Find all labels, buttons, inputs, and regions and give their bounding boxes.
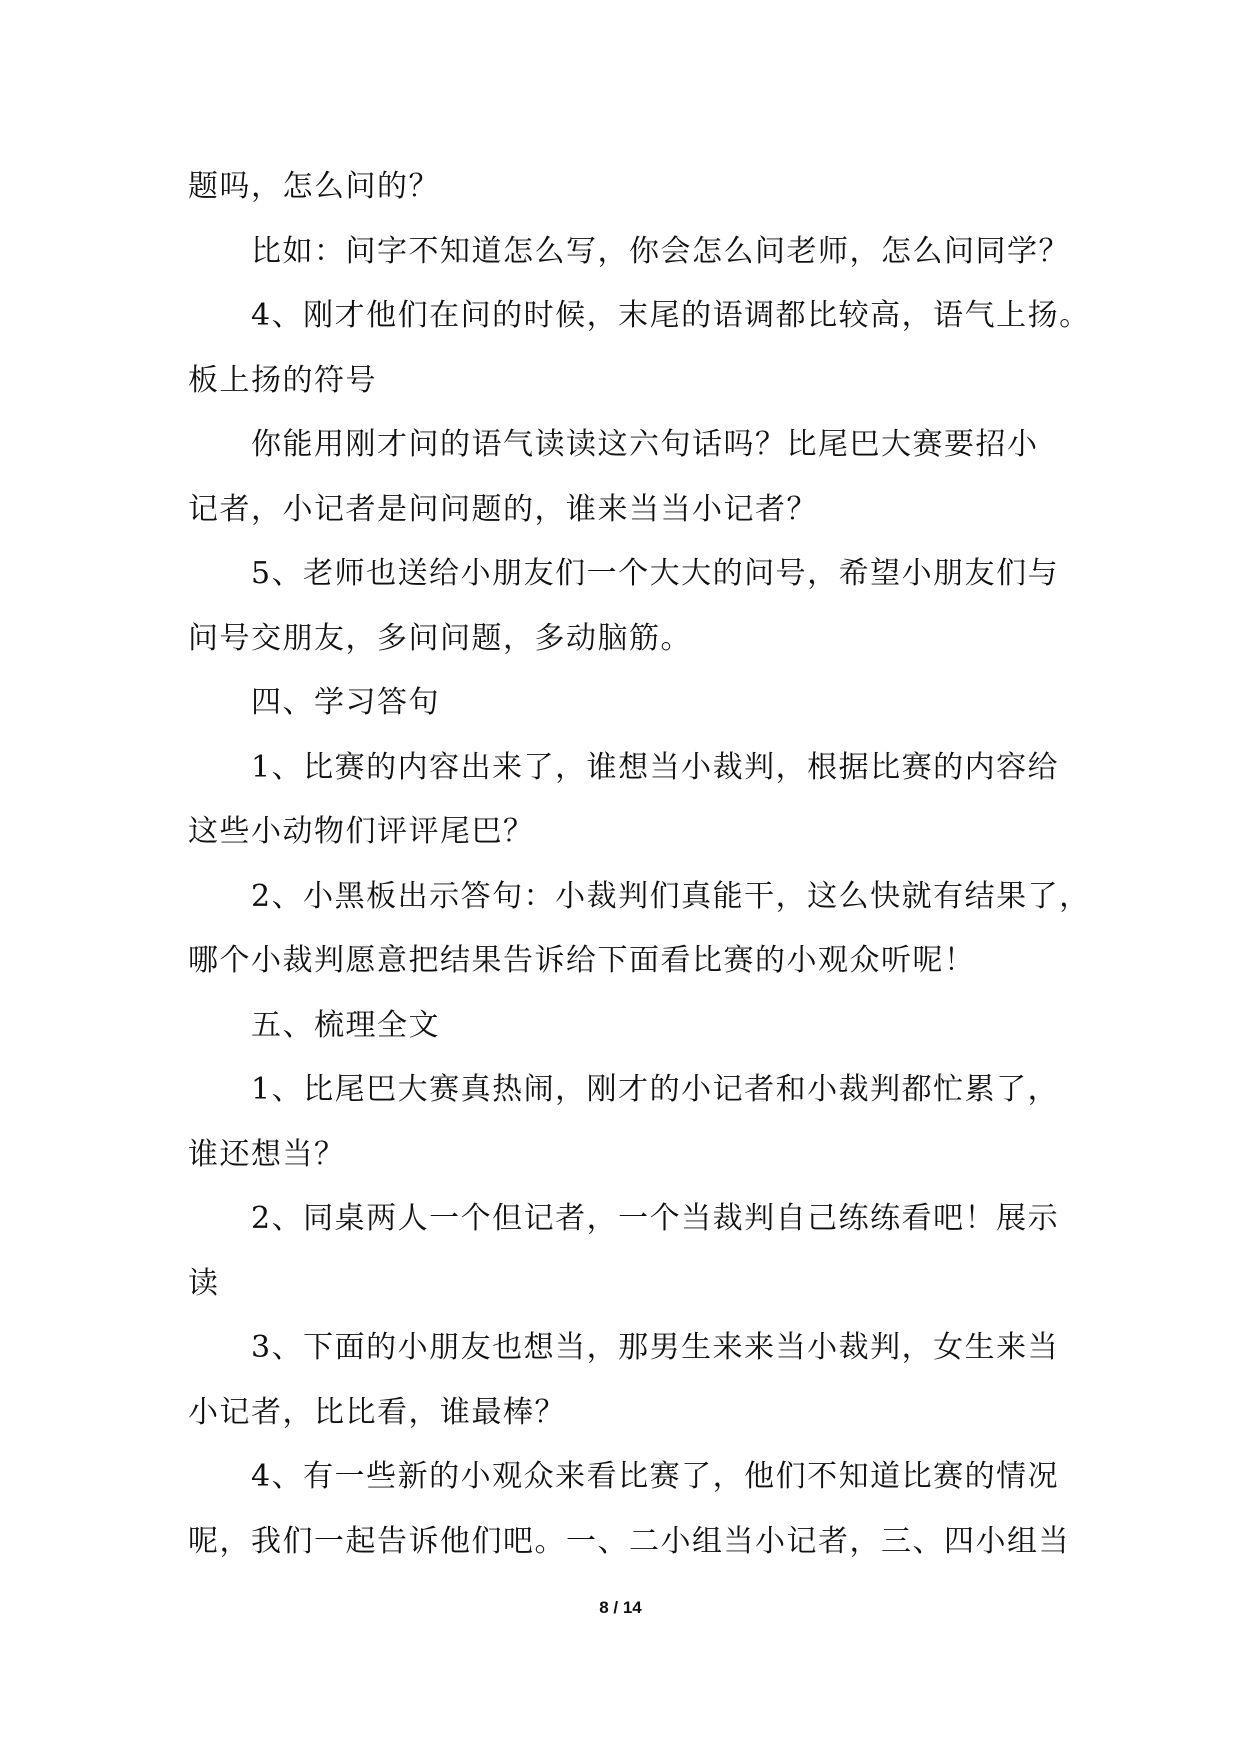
text-line: 2、同桌两人一个但记者，一个当裁判自己练练看吧！展示	[251, 1201, 1060, 1236]
text-line: 五、梳理全文	[251, 1007, 440, 1043]
page-number: 8 / 14	[599, 1598, 642, 1617]
document-body	[188, 155, 1091, 1574]
text-line: 1、比尾巴大赛真热闹，刚才的小记者和小裁判都忙累了，	[251, 1072, 1060, 1107]
text-line: 1、比赛的内容出来了，谁想当小裁判，根据比赛的内容给	[251, 749, 1060, 785]
text-line: 题吗，怎么问的？	[188, 169, 440, 204]
text-line: 谁还想当？	[188, 1136, 346, 1172]
text-line: 呢，我们一起告诉他们吧。一、二小组当小记者，三、四小组当	[188, 1523, 1070, 1559]
text-line: 小记者，比比看，谁最棒？	[188, 1394, 566, 1430]
text-line: 问号交朋友，多问问题，多动脑筋。	[188, 620, 692, 656]
text-line: 四、学习答句	[251, 685, 440, 720]
text-line: 记者，小记者是问问题的，谁来当当小记者？	[188, 491, 818, 527]
text-line: 5、老师也送给小朋友们一个大大的问号，希望小朋友们与	[251, 556, 1060, 591]
text-line: 4、刚才他们在问的时候，末尾的语调都比较高，语气上扬。	[251, 298, 1091, 333]
text-line: 板上扬的符号	[188, 362, 377, 398]
text-line: 2、小黑板出示答句：小裁判们真能干，这么快就有结果了，	[251, 878, 1091, 914]
text-line: 你能用刚才问的语气读读这六句话吗？比尾巴大赛要招小	[251, 427, 1039, 462]
text-line: 读	[188, 1265, 220, 1301]
text-line: 3、下面的小朋友也想当，那男生来来当小裁判，女生来当	[251, 1330, 1060, 1365]
text-line: 比如：问字不知道怎么写，你会怎么问老师，怎么问同学？	[251, 233, 1070, 269]
text-line: 这些小动物们评评尾巴？	[188, 814, 535, 849]
text-line: 4、有一些新的小观众来看比赛了，他们不知道比赛的情况	[251, 1459, 1060, 1494]
text-line: 哪个小裁判愿意把结果告诉给下面看比赛的小观众听呢！	[188, 943, 976, 978]
